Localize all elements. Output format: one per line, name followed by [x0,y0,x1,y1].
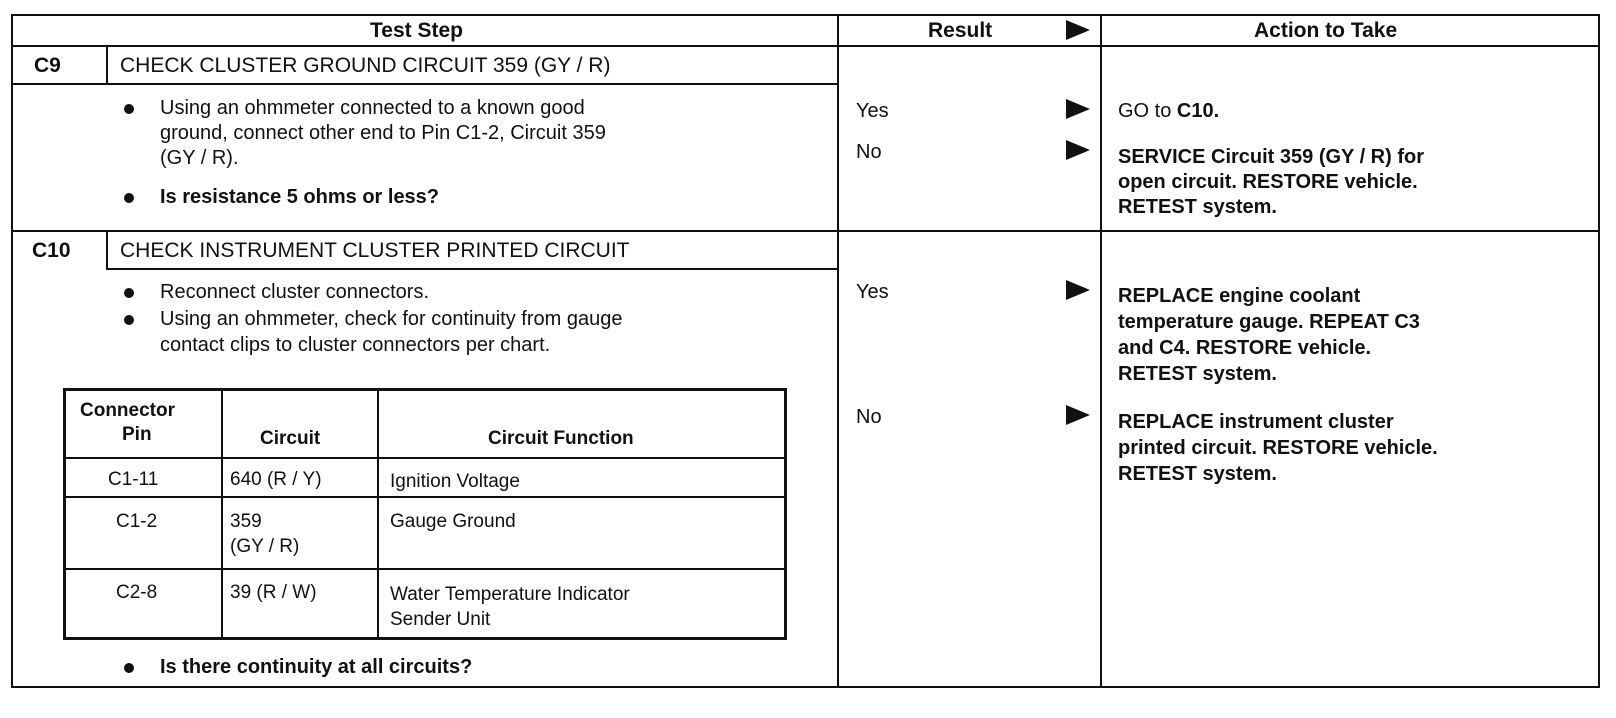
bullet-icon [124,288,134,298]
bullet-icon [124,315,134,325]
c9-result-no: No [856,141,882,163]
c10-action-yes-step-c3: C3 [1394,311,1420,333]
c10-result-yes: Yes [856,281,889,303]
c9-action-no-line-2: open circuit. RESTORE vehicle. [1118,171,1418,193]
chart-row-2-pin: C1-2 [116,511,158,532]
c10-question: Is there continuity at all circuits? [160,656,473,678]
bullet-icon [124,193,134,203]
result-arrow-icon [1066,280,1090,300]
c9-action-no-line-3: RETEST system. [1118,196,1277,218]
result-arrow-icon [1066,140,1090,160]
c9-action-yes [1118,99,1219,124]
chart-header-function: Circuit Function [488,428,634,449]
c9-result-yes: Yes [856,100,889,122]
bullet-icon [124,104,134,114]
chart-row-3-function-line-1: Water Temperature Indicator [390,584,630,605]
c9-action-no-line-1: SERVICE Circuit 359 (GY / R) for [1118,146,1425,168]
c10-action-yes-line-4: RETEST system. [1118,363,1277,385]
c10-action-no-line-1: REPLACE instrument cluster [1118,411,1394,433]
step-title-c9: CHECK CLUSTER GROUND CIRCUIT 359 (GY / R) [120,54,611,77]
chart-row-1-pin: C1-11 [108,469,159,490]
step-id-c10: C10 [32,239,71,262]
c10-action-yes-line-2-text: temperature gauge. REPEAT [1118,311,1395,333]
chart-header-circuit: Circuit [260,428,321,449]
chart-row-3-function-line-2: Sender Unit [390,609,491,630]
c10-bullet-2-line-2: contact clips to cluster connectors per chart. [160,334,551,356]
c9-action-yes-step: C10. [1176,100,1220,122]
header-result: Result [928,19,993,42]
c10-result-no: No [856,406,882,428]
chart-header-connector: Connector [80,400,175,421]
chart-header-pin: Pin [122,424,152,445]
step-id-c9: C9 [34,54,61,77]
c10-action-no-line-3: RETEST system. [1118,463,1277,485]
c9-bullet-1-line-2: ground, connect other end to Pin C1-2, Circuit 359 [160,122,606,144]
c10-action-no-line-2: printed circuit. RESTORE vehicle. [1118,437,1438,459]
c9-bullet-1-line-3: (GY / R). [160,147,239,169]
result-arrow-icon [1066,20,1090,40]
c10-bullet-2-line-1: Using an ohmmeter, check for continuity from gauge [160,308,623,330]
bullet-icon [124,663,134,673]
chart-row-2-function: Gauge Ground [390,511,516,532]
c9-question: Is resistance 5 ohms or less? [160,186,440,208]
chart-row-3-circuit: 39 (R / W) [230,582,317,603]
c10-action-yes-line-1: REPLACE engine coolant [1118,285,1361,307]
chart-row-3-pin: C2-8 [116,582,158,603]
c10-action-yes-line-3-b: . RESTORE vehicle. [1184,337,1372,359]
c9-action-yes-prefix: GO to [1118,100,1177,122]
c10-action-yes-line-3 [1118,336,1371,361]
c10-action-yes-step-c4: C4 [1159,337,1185,359]
chart-row-2-circuit-line-1: 359 [230,511,262,532]
c10-bullet-1: Reconnect cluster connectors. [160,281,430,303]
result-arrow-icon [1066,99,1090,119]
header-test-step: Test Step [370,19,463,42]
chart-row-1-function: Ignition Voltage [390,471,520,492]
step-title-c10: CHECK INSTRUMENT CLUSTER PRINTED CIRCUIT [120,239,630,262]
c10-action-yes-line-3-a: and [1118,337,1160,359]
c9-bullet-1-line-1: Using an ohmmeter connected to a known good [160,97,585,119]
result-arrow-icon [1066,405,1090,425]
chart-row-1-circuit: 640 (R / Y) [230,469,322,490]
header-action: Action to Take [1254,19,1398,42]
c10-action-yes-line-2 [1118,310,1420,335]
chart-row-2-circuit-line-2: (GY / R) [230,536,300,557]
